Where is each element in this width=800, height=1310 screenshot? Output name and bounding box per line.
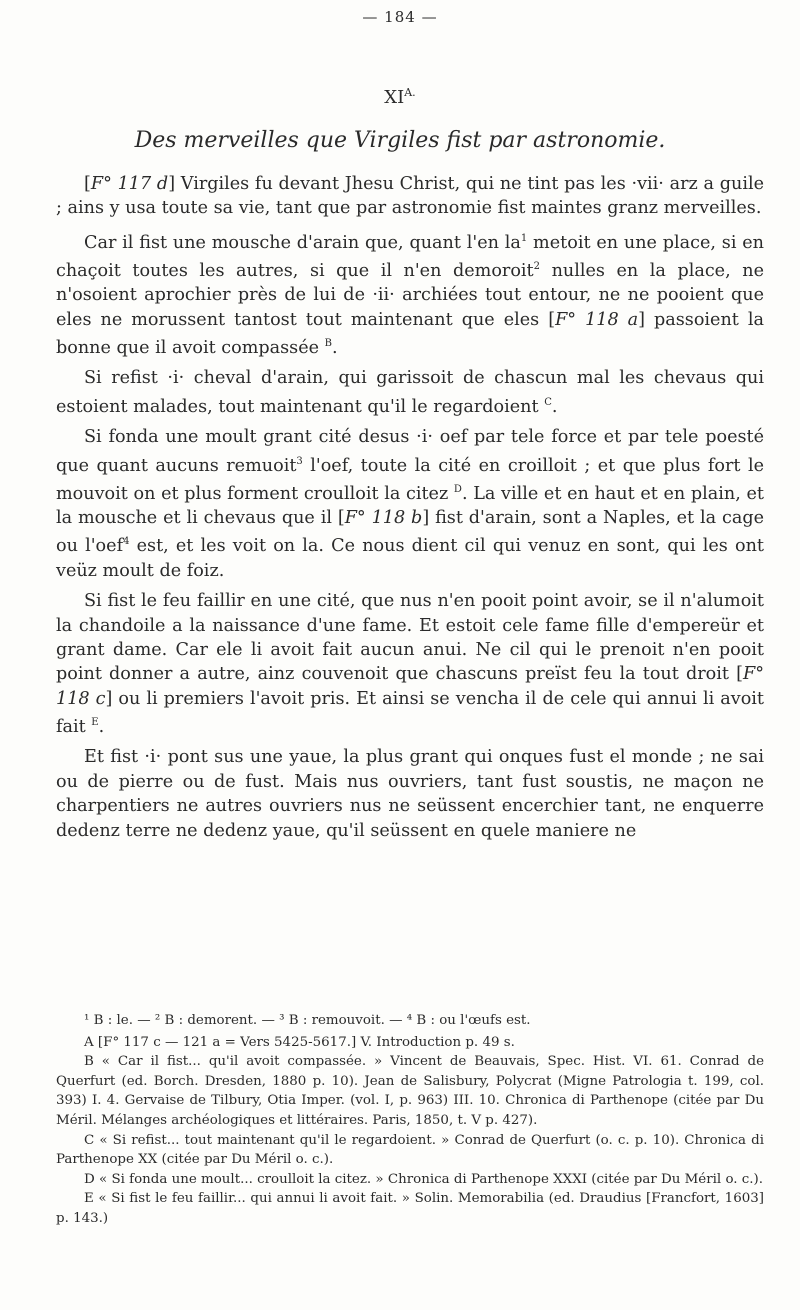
source-note: D « Si fonda une moult... croulloit la citez. » Chronica di Parthenope XXXI (citée par Du Méril o. c.). [84, 1171, 764, 1187]
chapter-number [0, 86, 800, 108]
note-marker: 4 [123, 536, 130, 548]
text-run: est, et les voit on la. Ce nous dient cil qui venuz en sont, qui les ont veüz moult de foiz. [56, 536, 764, 581]
paragraph [56, 745, 764, 843]
source-note: A [F° 117 c — 121 a = Vers 5425-5617.] V. Introduction p. 49 s. [84, 1034, 515, 1050]
paragraph [56, 172, 764, 221]
text-run: Si fonda une moult grant cité desus ·i· oef par tele force et par tele poesté que quant aucuns remuoit [56, 427, 764, 476]
main-text [56, 172, 764, 849]
text-run: ] Virgiles fu devant Jhesu Christ, qui ne tint pas les ·vii· arz a guile ; ains y usa toute sa vie, tant que par astronomie fist maintes granz merveilles. [56, 174, 764, 219]
text-run: . [332, 338, 338, 359]
text-run: Si fist le feu faillir en une cité, que nus n'en pooit point avoir, se il n'alumoit la chandoile a la naissance d'une fame. Et estoit cele fame fille d'empereür et grant dame. Car ele li avoit fait aucun anui. Ne cil qui le prenoit n'en pooit point donner a autre, ainz couvenoit que chascuns preïst feu la tout droit [ [56, 591, 764, 685]
paragraph [56, 227, 764, 361]
text-run: . [98, 717, 105, 737]
page-number: — 184 — [362, 8, 438, 26]
paragraph [56, 589, 764, 739]
text-run: ] passoient la bonne que il avoit compassée [56, 309, 764, 359]
source-note: E « Si fist le feu faillir... qui annui li avoit fait. » Solin. Memorabilia (ed. Draudius [Francfort, 1603] p. 143.) [56, 1191, 764, 1226]
variant-notes: ¹ B : le. — ² B : demorent. — ³ B : remouvoit. — ⁴ B : ou l'œufs est. [84, 1013, 531, 1028]
text-run: l'oef, toute la cité en croilloit ; et que plus fort le mouvoit on et plus forment croulloit la citez [56, 455, 764, 504]
note-marker: B [324, 338, 332, 350]
note-marker: C [544, 396, 552, 408]
folio-reference: F° 118 c [56, 664, 764, 709]
folio-reference: F° 117 d [90, 174, 169, 194]
text-run: Et fist ·i· pont sus une yaue, la plus grant qui onques fust el monde ; ne sai ou de pierre ou de fust. Mais nus ouvriers, tant fust soustis, ne maçon ne charpentiers ne autres ouvriers nus ne seüssent encerchier tant, ne enquerre dedenz terre ne dedenz yaue, qu'il seüssent en quele maniere ne [56, 747, 764, 841]
text-run: . La ville et en haut et en plain, et la mousche et li chevaus que il [ [56, 483, 764, 529]
source-note: B « Car il fist... qu'il avoit compassée. » Vincent de Beauvais, Spec. Hist. VI. 61. Conrad de Querfurt (ed. Borch. Dresden, 1880 p. 10). Jean de Salisbury, Polycrat (Migne Patrologia t. 199, col. 393) I. 4. Gervaise de Tilbury, Otia Imper. (vol. I, p. 963) III. 10. Chronica di Parthenope (citée par Du Méril. Mélanges archéologiques et littéraires. Paris, 1850, t. V p. 427). [56, 1054, 764, 1128]
text-run: . [551, 396, 558, 417]
note-marker: D [453, 483, 462, 495]
text-run: nulles en la place, ne n'osoient aprochier près de lui de ·ii· archiées tout entour, ne ne pooient que eles ne morussent tantost tout maintenant que eles [ [56, 260, 764, 330]
text-run: ] fist d'arain, sont a Naples, et la cage ou l'oef [56, 508, 764, 557]
paragraph [56, 366, 764, 419]
paragraph [56, 425, 764, 583]
chapter-title: Des merveilles que Virgiles fist par astronomie. [134, 128, 666, 153]
note-marker: E [91, 717, 99, 729]
source-notes [56, 1033, 764, 1229]
text-run: metoit en une place, si en chaçoit toutes les autres, si que il n'en demoroit [56, 232, 764, 281]
chapter-suffix: A. [404, 86, 416, 99]
text-run: ] ou li premiers l'avoit pris. Et ainsi se vencha il de cele qui annui li avoit fait [56, 688, 764, 737]
folio-reference: F° 118 b [344, 508, 423, 529]
text-run: Car il fist une mousche d'arain que, quant l'en la [84, 232, 521, 253]
note-marker: 3 [296, 455, 303, 467]
text-run: [ [84, 174, 91, 194]
note-marker: 2 [533, 261, 541, 273]
folio-reference: F° 118 a [555, 309, 639, 330]
chapter-roman: XI [384, 87, 405, 108]
text-run: Si refist ·i· cheval d'arain, qui garissoit de chascun mal les chevaus qui estoient malades, tout maintenant qu'il le regardoient [56, 368, 764, 417]
footnotes [56, 1011, 764, 1229]
note-marker: 1 [520, 232, 528, 244]
source-note: C « Si refist... tout maintenant qu'il le regardoient. » Conrad de Querfurt (o. c. p. 10). Chronica di Parthenope XX (citée par Du Méril o. c.). [56, 1132, 764, 1168]
